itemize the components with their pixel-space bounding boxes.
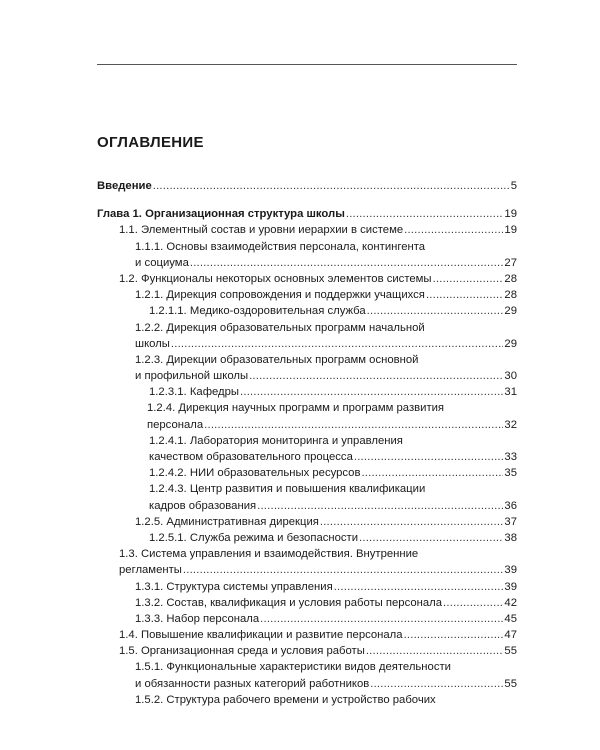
toc-entry-title: 1.2. Функционалы некоторых основных элементов системы: [119, 272, 432, 285]
toc-dot-leader: [183, 562, 504, 578]
toc-entry: [97, 514, 517, 530]
toc-entry: [97, 579, 517, 595]
toc-entry: [97, 498, 517, 514]
toc-dot-leader: [404, 627, 504, 643]
toc-entry-page: 55: [504, 645, 517, 658]
toc-entry-title: персонала: [147, 418, 204, 431]
toc-dot-leader: [334, 579, 504, 595]
toc-entry-title: 1.5.2. Структура рабочего времени и устройство рабочих: [135, 693, 436, 706]
toc-entry-page: 32: [504, 418, 517, 431]
toc-entry-title: 1.2.4. Дирекция научных программ и программ развития: [147, 402, 445, 415]
toc-entry: [97, 611, 517, 627]
toc-entry-page: 19: [504, 208, 517, 221]
toc-entry: [97, 676, 517, 692]
toc-dot-leader: [190, 255, 504, 271]
toc-entry: [97, 643, 517, 659]
toc-entry-title: 1.2.4.3. Центр развития и повышения квалификации: [149, 483, 426, 496]
toc-entry: [97, 352, 517, 368]
toc-entry-title: 1.5. Организационная среда и условия работы: [119, 645, 365, 658]
toc-entry-page: 28: [504, 272, 517, 285]
toc-dot-leader: [320, 514, 504, 530]
page-title: ОГЛАВЛЕНИЕ: [97, 134, 204, 151]
toc-entry-page: 27: [504, 256, 517, 269]
toc-dot-leader: [257, 498, 503, 514]
toc-entry-title: школы: [135, 337, 170, 350]
toc-entry-title: 1.2.4.1. Лаборатория мониторинга и управления: [149, 434, 403, 447]
toc-entry: [97, 368, 517, 384]
toc-dot-leader: [204, 417, 503, 433]
toc-dot-leader: [367, 303, 504, 319]
toc-entry-page: 30: [504, 370, 517, 383]
toc-entry-page: 38: [504, 531, 517, 544]
header-rule: [97, 64, 517, 65]
toc-entry-title: 1.4. Повышение квалификации и развитие персонала: [119, 629, 403, 642]
toc-entry: [97, 530, 517, 546]
toc-dot-leader: [354, 449, 504, 465]
toc-entry: [97, 692, 517, 708]
toc-entry-page: 47: [504, 629, 517, 642]
toc-entry-page: 39: [504, 580, 517, 593]
toc-entry-title: 1.2.3. Дирекции образовательных программ основной: [135, 353, 419, 366]
toc-entry-page: 33: [504, 451, 517, 463]
toc-entry: [97, 433, 517, 449]
toc-spacer: [97, 194, 517, 206]
table-of-contents: [97, 178, 517, 708]
toc-dot-leader: [404, 222, 503, 238]
toc-entry: [97, 303, 517, 319]
toc-entry: [97, 481, 517, 497]
toc-entry: [97, 320, 517, 336]
toc-dot-leader: [240, 384, 503, 400]
toc-entry-page: 29: [504, 337, 517, 350]
toc-entry: [97, 239, 517, 255]
toc-entry: [97, 465, 517, 481]
toc-entry-title: регламенты: [119, 564, 182, 577]
toc-entry-page: 42: [504, 596, 517, 609]
toc-entry-title: 1.2.1.1. Медико-оздоровительная служба: [149, 305, 366, 318]
toc-entry-page: 29: [504, 305, 517, 318]
toc-entry-title: 1.2.1. Дирекция сопровождения и поддержки учащихся: [135, 289, 425, 302]
toc-entry: [97, 384, 517, 400]
toc-dot-leader: [433, 271, 504, 287]
toc-dot-leader: [153, 178, 510, 194]
toc-entry-page: 28: [504, 289, 517, 302]
toc-entry-page: 31: [504, 386, 517, 399]
toc-dot-leader: [366, 643, 504, 659]
toc-entry-title: 1.3.1. Структура системы управления: [135, 580, 333, 593]
toc-entry-page: 19: [504, 224, 517, 237]
toc-dot-leader: [361, 465, 503, 481]
toc-entry-title: Введение: [97, 180, 152, 192]
toc-entry: [97, 400, 517, 416]
toc-entry: [97, 222, 517, 238]
toc-entry: [97, 255, 517, 271]
toc-entry: [97, 178, 517, 194]
toc-entry-page: 45: [504, 612, 517, 625]
toc-dot-leader: [443, 595, 503, 611]
toc-dot-leader: [249, 368, 503, 384]
toc-entry-page: 36: [504, 499, 517, 512]
toc-entry-title: 1.2.5.1. Служба режима и безопасности: [149, 531, 359, 544]
toc-entry-page: 55: [504, 677, 517, 690]
toc-entry-page: 35: [504, 467, 517, 480]
toc-dot-leader: [426, 287, 503, 303]
toc-entry: [97, 417, 517, 433]
toc-entry-title: и обязанности разных категорий работников: [135, 677, 370, 690]
toc-entry-title: 1.2.5. Административная дирекция: [135, 515, 319, 528]
toc-entry-title: 1.1.1. Основы взаимодействия персонала, контингента: [135, 240, 426, 253]
toc-entry-title: кадров образования: [149, 499, 257, 512]
toc-entry-title: качеством образовательного процесса: [149, 451, 353, 463]
toc-entry-title: 1.1. Элементный состав и уровни иерархии в системе: [119, 224, 404, 237]
toc-entry-title: и социума: [135, 256, 189, 269]
toc-dot-leader: [346, 206, 504, 222]
toc-entry-title: 1.2.3.1. Кафедры: [149, 386, 240, 399]
toc-dot-leader: [260, 611, 503, 627]
toc-entry: [97, 546, 517, 562]
toc-entry-title: 1.3.3. Набор персонала: [135, 612, 260, 625]
toc-entry: [97, 562, 517, 578]
toc-entry: [97, 659, 517, 675]
toc-entry-page: 37: [504, 515, 517, 528]
toc-entry: [97, 336, 517, 352]
toc-entry: [97, 595, 517, 611]
toc-entry-title: 1.3.2. Состав, квалификация и условия работы персонала: [135, 596, 443, 609]
toc-entry-title: 1.2.4.2. НИИ образовательных ресурсов: [149, 467, 361, 480]
toc-entry-page: 5: [510, 180, 517, 192]
toc-entry: [97, 287, 517, 303]
toc-entry-page: 39: [504, 564, 517, 577]
toc-entry-title: и профильной школы: [135, 370, 249, 383]
toc-entry: [97, 271, 517, 287]
toc-entry: [97, 627, 517, 643]
toc-entry-title: 1.5.1. Функциональные характеристики видов деятельности: [135, 661, 451, 674]
toc-dot-leader: [359, 530, 503, 546]
toc-entry: [97, 206, 517, 222]
toc-dot-leader: [171, 336, 504, 352]
toc-dot-leader: [370, 676, 503, 692]
toc-entry-title: Глава 1. Организационная структура школы: [97, 208, 345, 221]
toc-entry-title: 1.3. Система управления и взаимодействия. Внутренние: [119, 548, 419, 561]
toc-entry-title: 1.2.2. Дирекция образовательных программ начальной: [135, 321, 425, 334]
toc-entry: [97, 449, 517, 465]
